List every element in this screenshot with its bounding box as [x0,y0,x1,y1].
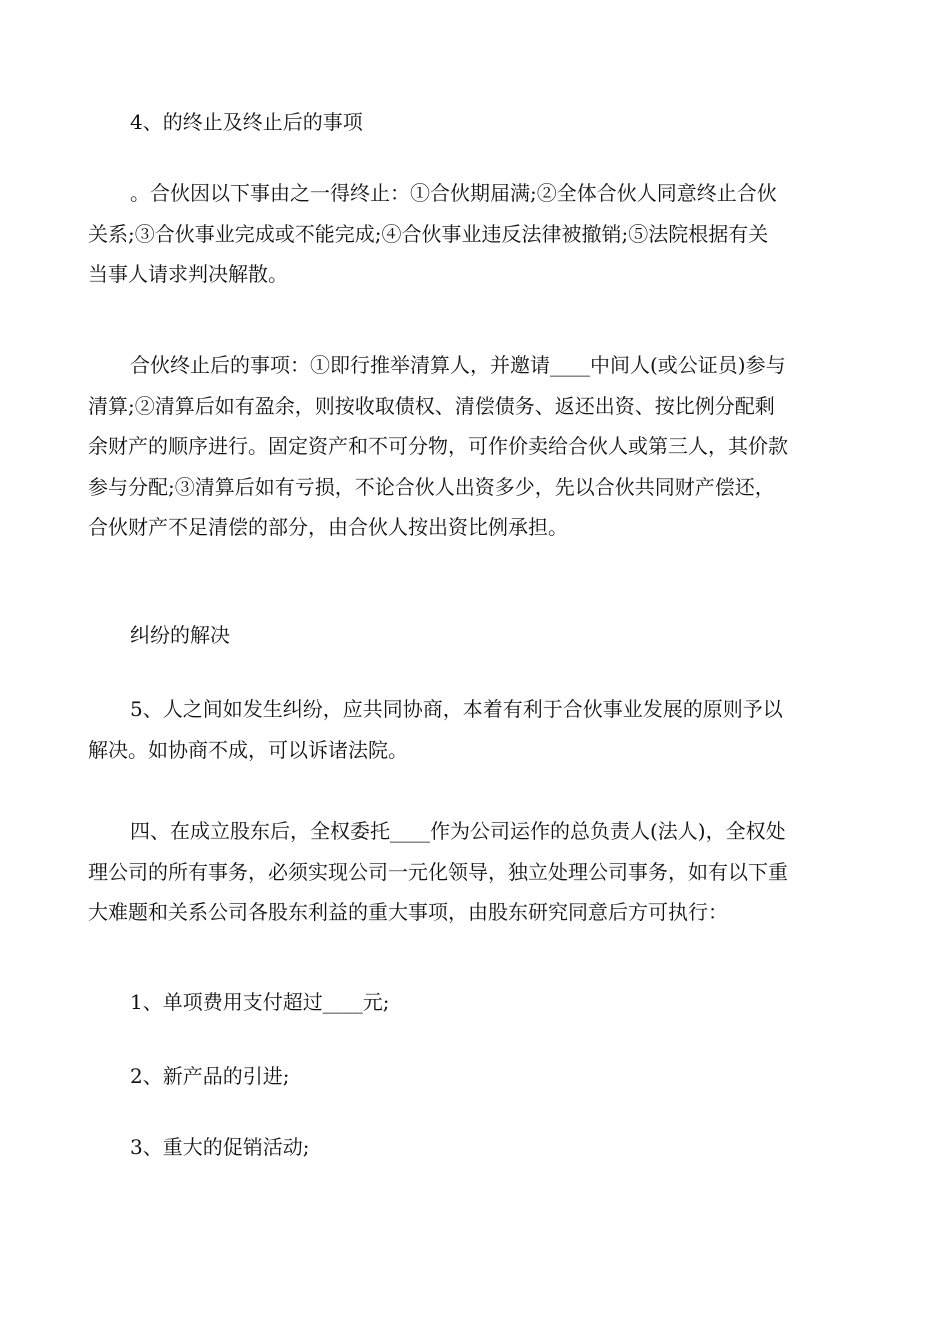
text-line: 1、单项费用支付超过____元; [130,990,390,1014]
text-line: 四、在成立股东后，全权委托____作为公司运作的总负责人(法人)，全权处 [130,819,786,843]
paragraph-termination-causes [88,173,868,295]
text-line: 余财产的顺序进行。固定资产和不可分物，可作价卖给合伙人或第三人，其价款 [88,434,788,458]
text-line: 理公司的所有事务，必须实现公司一元化领导，独立处理公司事务，如有以下重 [88,859,788,884]
paragraph-dispute-resolution [88,689,868,770]
text-line: 3、重大的促销活动; [130,1135,310,1159]
text-line: 。合伙因以下事由之一得终止：①合伙期届满;②全体合伙人同意终止合伙 [130,181,777,205]
text-line: 清算;②清算后如有盈余，则按收取债权、清偿债务、返还出资、按比例分配剩 [88,393,775,418]
text-line: 2、新产品的引进; [130,1064,290,1088]
text-line: 解决。如协商不成，可以诉诸法院。 [88,737,408,762]
paragraph-termination-heading [88,102,868,143]
list-item-new-product [88,1056,868,1097]
text-line: 4、的终止及终止后的事项 [130,110,363,134]
list-item-expense-limit [88,982,868,1023]
text-line: 5、人之间如发生纠纷，应共同协商，本着有利于合伙事业发展的原则予以 [130,697,783,721]
paragraph-authorization [88,811,868,933]
text-line: 关系;③合伙事业完成或不能完成;④合伙事业违反法律被撤销;⑤法院根据有关 [88,221,769,246]
paragraph-dispute-heading [88,615,868,656]
text-line: 大难题和关系公司各股东利益的重大事项，由股东研究同意后方可执行： [88,900,728,924]
text-line: 合伙终止后的事项：①即行推举清算人，并邀请____中间人(或公证员)参与 [130,353,786,377]
text-line: 合伙财产不足清偿的部分，由合伙人按出资比例承担。 [88,515,568,539]
text-line: 纠纷的解决 [130,623,230,647]
text-line: 当事人请求判决解散。 [88,262,288,286]
paragraph-post-termination [88,345,868,548]
text-line: 参与分配;③清算后如有亏损，不论合伙人出资多少，先以合伙共同财产偿还， [88,474,775,499]
list-item-promotion [88,1127,868,1168]
